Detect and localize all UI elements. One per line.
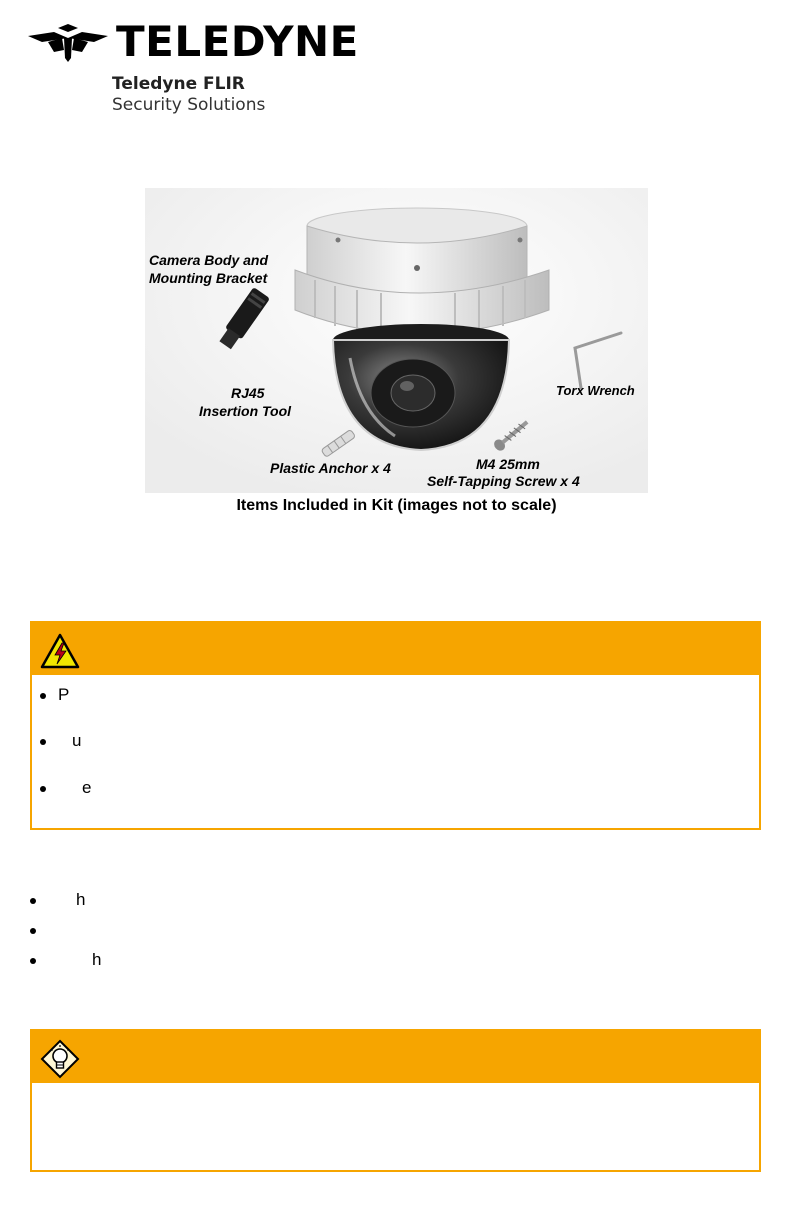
label-torx-wrench: Torx Wrench	[556, 383, 635, 398]
bullet-dot	[30, 898, 36, 904]
brand-name: TELEDYNE	[116, 17, 359, 66]
label-camera-body-2: Mounting Bracket	[149, 270, 268, 286]
brand-subtitle-1: Teledyne FLIR	[112, 74, 245, 94]
tip-callout	[30, 1029, 761, 1172]
label-rj45: RJ45	[231, 385, 265, 401]
electrical-hazard-icon	[40, 631, 80, 671]
figure-caption: Items Included in Kit (images not to scale)	[236, 497, 557, 514]
tip-callout-header	[32, 1031, 759, 1083]
label-plastic-anchor: Plastic Anchor x 4	[270, 460, 391, 476]
body-bullet-text: h	[92, 950, 102, 969]
warning-bullet-text: e	[82, 778, 92, 797]
warning-bullet-text: P	[58, 685, 70, 704]
warning-callout	[30, 621, 761, 830]
bullet-dot	[30, 958, 36, 964]
bullet-dot	[30, 928, 36, 934]
bullet-dot	[40, 739, 46, 745]
bullet-dot	[40, 693, 46, 699]
bullet-dot	[40, 786, 46, 792]
camera-kit-illustration	[145, 188, 648, 493]
teledyne-mark-icon	[28, 22, 108, 62]
teledyne-logo	[28, 17, 359, 120]
body-bullet-text: h	[76, 890, 86, 909]
kit-contents-figure	[145, 188, 648, 518]
label-screw-2: Self-Tapping Screw x 4	[427, 473, 580, 489]
warning-callout-header	[32, 623, 759, 675]
label-screw-1: M4 25mm	[476, 456, 540, 472]
label-camera-body-1: Camera Body and	[149, 252, 269, 268]
brand-subtitle-2: Security Solutions	[112, 95, 266, 115]
lightbulb-tip-icon	[40, 1039, 80, 1079]
warning-bullet-text: u	[72, 731, 82, 750]
label-insertion-tool: Insertion Tool	[199, 403, 292, 419]
